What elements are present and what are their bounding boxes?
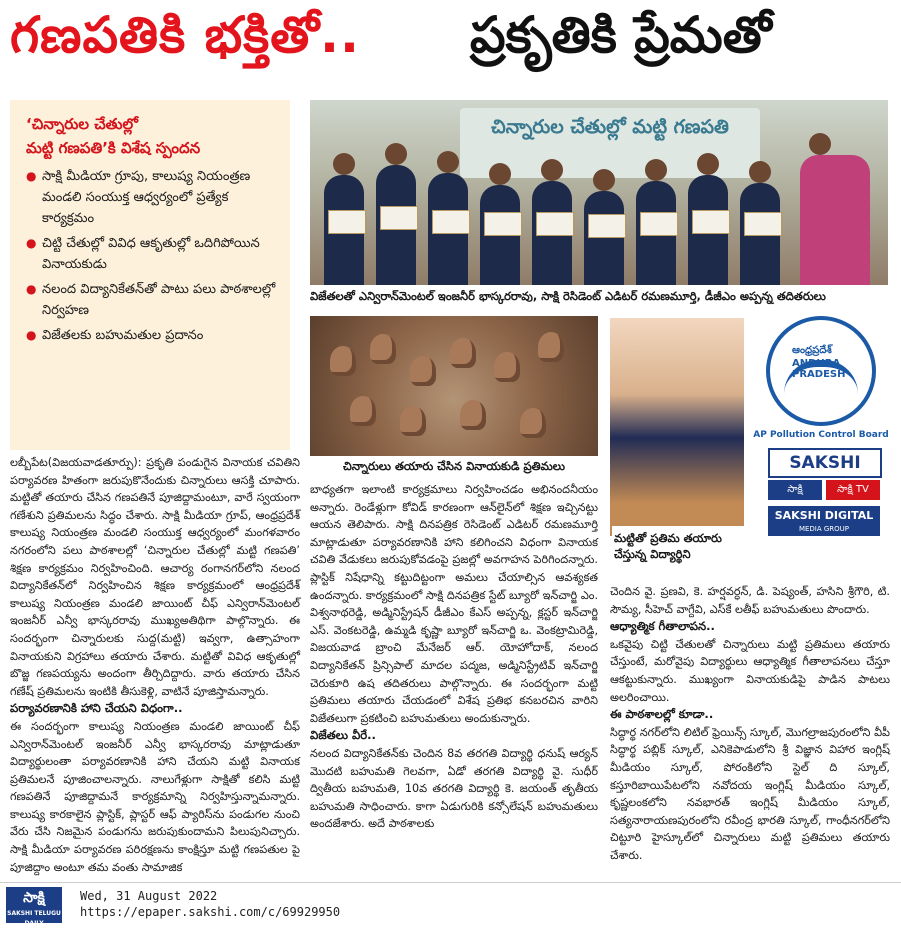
article-paragraph: నలంద విద్యానికేతన్‌కు చెందిన 8వ తరగతి విద్యార్థి ధనుష్ ఆర్యన్ మొదటి బహుమతి గెలవగా, ఏడో తరగతి విద్యార్థి వై. సుధీర్ ద్వితీయ బహుమతి, 10వ తరగతి విద్యార్థి కె. జయంత్ తృతీయ బహుమతి సాధించారు. కాగా ఏడుగురికి కన్సోలేషన్ బహుమతులు అందజేశారు. అదే పాఠశాలకు: [310, 746, 598, 831]
sakshi-digital-name: SAKSHI DIGITAL: [774, 509, 874, 522]
prize-box: [432, 210, 470, 234]
article-column-1: [10, 454, 300, 876]
sakshi-print-logo: సాక్షి: [768, 480, 822, 500]
idol-figure: [400, 406, 426, 436]
prize-box: [744, 212, 782, 236]
girl-making-idol-photo: [610, 318, 744, 536]
article-paragraph: సిద్ధార్థ నగర్‌లోని లిటిల్ ఫ్రెయిన్స్ స్కూల్, మొగల్రాజపురంలోని వీపీ సిద్ధార్థ పబ్లిక్ స్కూల్, ఎనికెపాడులోని శ్రీ విజ్ఞాన విహార ఇంగ్లిష్ మీడియం స్కూల్, పోరంకిలోని స్టెల్ ది స్కూల్, కస్తూరిబాయిపేటలోని నవోదయ ఇంగ్లిష్ మీడియం స్కూల్, కృష్ణలంకలోని నవభారత్ ఇంగ్లిష్ మీడియం స్కూల్, సత్యనారాయణపురంలోని రవీంద్ర భారతి స్కూల్, గాంధీనగర్‌లోని చిట్టూరి హైస్కూల్‌లో చిన్నారులు మట్టి ప్రతిమలు తయారు చేశారు.: [610, 725, 890, 862]
student-figure: [584, 191, 624, 285]
teacher-figure: [800, 155, 870, 285]
sponsor-logos: [752, 316, 890, 556]
article-paragraph: లబ్బీపేట(విజయవాడతూర్పు): ప్రకృతి పండుగైన వినాయక చవితిని పర్యావరణ హితంగా జరుపుకొనేందుకు చిన్నారులు ఆసక్తి చూపారు. మట్టితో తయారు చేసిన గణపతినే పూజిద్దామంటూ, వారే స్వయంగా గణేశుని ప్రతిమలను సిద్ధం చేశారు. సాక్షి మీడియా గ్రూప్, ఆంధ్రప్రదేశ్ కాలుష్య నియంత్రణ మండలి సంయుక్త ఆధ్వర్యంలో మంగళవారం నగరంలోని పలు పాఠశాలల్లో ‘చిన్నారుల చేతుల్లో మట్టి గణపతి’ శిక్షణ కార్యక్రమం నిర్వహించింది. ఆచార్య రంగానగర్‌లోని నలంద విద్యానికేతన్‌లో నిర్వహించిన శిక్షణ కార్యక్రమంలో ఆంధ్రప్రదేశ్ కాలుష్య నియంత్రణ మండలి జాయింట్ చీఫ్ ఎన్విరాన్‌మెంటల్ ఇంజనీర్ ఎన్వీ భాస్కరరావు ముఖ్యఅతిథిగా పాల్గొన్నారు. ఈ సందర్భంగా చిన్నారులకు సుద్ద(మట్టి) ఇవ్వగా, ఉత్సాహంగా వినాయకుని విగ్రహాలు తయారు చేశారు. మట్టితో వివిధ ఆకృతుల్లో బొజ్జ గణపయ్యను అందంగా తీర్చిదిద్దారు. వారు తయారు చేసిన గణేష్ ప్రతిమలను ఇంటికి తీసుకెళ్లి, వాటినే పూజిస్తామన్నారు.: [10, 456, 300, 698]
highlights-list: [26, 166, 280, 346]
article-paragraph: ఈ సందర్భంగా కాలుష్య నియంత్రణ మండలి జాయింట్ చీఫ్ ఎన్విరాన్‌మెంటల్ ఇంజనీర్ ఎన్వీ భాస్కరరావు మాట్లాడుతూ విద్యార్థులంతా పర్యావరణానికి హాని చేయని మట్టి వినాయక ప్రతిమలనే పూజించాలన్నారు. నాలుగేళ్లుగా సాక్షితో కలిసి మట్టి గణపతినే పూజిద్దామనే కార్యక్రమాన్ని నిర్వహిస్తున్నామన్నారు. కాలుష్య కారకాలైన ప్లాస్టిక్, ప్లాస్టర్ ఆఫ్ ప్యారిస్‌ను పండుగల నుంచి వేరు చేసి నిజమైన పండుగను జరుపుకుందామని పిలుపునిచ్చారు. సాక్షి మీడియా పర్యావరణ పరిరక్షణను కాంక్షిస్తూ మట్టి గణపతుల పై పూజిద్దాం అంటూ తమ వంతు సామాజిక: [10, 719, 300, 874]
winners-group-photo: [310, 100, 888, 285]
ap-logo-text: ఆంధ్రప్రదేశ్ ANDHRA PRADESH: [792, 345, 846, 380]
idols-photo: [310, 316, 598, 456]
footer-logo-sub: SAKSHI TELUGU DAILY: [7, 910, 61, 927]
highlights-title-line2: మట్టి గణపతి’కి విశేష స్పందన: [26, 139, 201, 157]
highlights-title-line1: ‘చిన్నారుల చేతుల్లో: [26, 115, 138, 133]
prize-box: [640, 212, 678, 236]
highlight-item: ● చిట్టి చేతుల్లో వివిధ ఆకృతుల్లో ఒదిగిపోయిన వినాయకుడు: [26, 233, 280, 275]
headline-right: ప్రకృతికి ప్రేమతో: [470, 6, 772, 64]
idols-photo-caption: చిన్నారులు తయారు చేసిన వినాయకుడి ప్రతిమలు: [343, 459, 565, 473]
girl-photo-caption: మట్టితో ప్రతిమ తయారు చేస్తున్న విద్యార్థిని: [612, 526, 746, 566]
article-page: [0, 88, 901, 880]
headline: [0, 0, 901, 88]
article-paragraph: చెందిన వై. ప్రణవి, కె. హర్షవర్ధన్, డి. పెష్యంత్, హసిని శ్రీగౌరి, టి. సౌమ్య, సీహెచ్ వాగ్దేవి, ఎస్‌కే లతీఫ్ బహుమతులు పొందారు.: [610, 585, 890, 616]
article-column-2: [310, 481, 598, 833]
prize-box: [588, 214, 626, 238]
idol-figure: [538, 332, 564, 362]
ap-board-name: AP Pollution Control Board: [753, 430, 889, 440]
article-column-3: [610, 583, 890, 865]
ap-pollution-board-logo: [766, 316, 876, 426]
idol-figure: [410, 356, 436, 386]
sakshi-tv-logo: సాక్షి TV: [826, 480, 880, 500]
sakshi-footer-logo: [6, 887, 62, 927]
sakshi-digital-logo: [768, 506, 880, 536]
headline-left: గణపతికి భక్తితో..: [10, 6, 360, 64]
article-paragraph: బాధ్యతగా ఇలాంటి కార్యక్రమాలు నిర్వహించడం అభినందనీయం అన్నారు. రెండేళ్లుగా కోవిడ్ కారణంగా ఆన్‌లైన్‌లో శిక్షణ ఇచ్చినట్టు ఆయన తెలిపారు. సాక్షి దినపత్రిక రెసిడెంట్ ఎడిటర్ రమణమూర్తి మాట్లాడుతూ పర్యావరణానికి హాని కలిగించని విధంగా వినాయక చవితి వేడుకలు జరుపుకోవడంపై ప్రజల్లో అవగాహన పెరిగిందన్నారు. ప్లాస్టిక్ నిషేధాన్ని కట్టుదిట్టంగా అమలు చేయాల్సిన ఆవశ్యకత ఉందన్నారు. కార్యక్రమంలో సాక్షి దినపత్రిక స్టేట్ బ్యూరో ఇన్‌చార్జి ఎం. విశ్వనాథరెడ్డి, అడ్మినిస్ట్రేషన్ డీజీఎం కేఎస్ అప్పన్న, క్లస్టర్ ఇన్‌చార్జి ఎస్. వెంకటరెడ్డి, ఉమ్మడి కృష్ణా బ్యూరో ఇన్‌చార్జి ఒ. వెంకట్రామిరెడ్డి, విజయవాడ బ్రాంచి మేనేజర్ ఆర్. యోహోదాక్, నలంద విద్యానికేతన్ ప్రిన్సిపాల్ మాదల పద్మజ, అడ్మినిస్ట్రేటివ్ ఇన్‌చార్జి చెరుకూరి ఉష తదితరులు పాల్గొన్నారు. ఈ సందర్భంగా మట్టి ప్రతిమలు తయారు చేయడంలో విశేష ప్రతిభ కనబరచిన వారిని విజేతలుగా ప్రకటించి బహుమతులు అందుకున్నారు.: [310, 483, 598, 725]
idol-figure: [330, 346, 356, 376]
highlight-item: ● నలంద విద్యానికేతన్‌తో పాటు పలు పాఠశాలల్లో నిర్వహణ: [26, 279, 280, 321]
prize-box: [484, 212, 522, 236]
article-subheading: పర్యావరణానికి హాని చేయని విధంగా..: [10, 701, 183, 716]
article-subheading: ఈ పాఠశాలల్లో కూడా..: [610, 707, 714, 722]
idol-figure: [494, 352, 520, 382]
highlight-item: ● విజేతలకు బహుమతుల ప్రదానం: [26, 325, 280, 346]
epaper-link[interactable]: https://epaper.sakshi.com/c/69929950: [80, 905, 341, 919]
prize-box: [692, 210, 730, 234]
highlights-box: [10, 100, 290, 450]
highlight-item: ● సాక్షి మీడియా గ్రూపు, కాలుష్య నియంత్రణ మండలి సంయుక్త ఆధ్వర్యంలో ప్రత్యేక కార్యక్రమం: [26, 166, 280, 229]
idol-figure: [520, 408, 546, 438]
sakshi-media-logos: [768, 480, 880, 500]
idol-figure: [450, 338, 476, 368]
publication-date: Wed, 31 August 2022: [80, 889, 218, 903]
prize-box: [536, 212, 574, 236]
idol-figure: [350, 396, 376, 426]
media-group-label: MEDIA GROUP: [798, 525, 850, 533]
event-banner: చిన్నారుల చేతుల్లో మట్టి గణపతి: [460, 108, 760, 178]
winners-photo-caption: విజేతలతో ఎన్విరాన్‌మెంటల్ ఇంజనీర్ భాస్కరరావు, సాక్షి రెసిడెంట్ ఎడిటర్ రమణమూర్తి, డీజీఎం అప్పన్న తదితరులు: [310, 289, 826, 303]
article-subheading: ఆధ్యాత్మిక గీతాలాపన..: [610, 619, 715, 634]
prize-box: [380, 206, 418, 230]
footer-logo-text: సాక్షి: [23, 890, 45, 906]
prize-box: [328, 210, 366, 234]
idol-figure: [370, 334, 396, 364]
idol-figure: [460, 400, 486, 430]
article-subheading: విజేతలు వీరే..: [310, 728, 376, 743]
sakshi-logo: SAKSHI: [768, 448, 882, 478]
article-paragraph: ఒకవైపు చిట్టి చేతులతో చిన్నారులు మట్టి ప్రతిమలు తయారు చేస్తుంటే, మరోవైపు విద్యార్థులు ఆధ్యాత్మిక గీతాలాపనలు చేస్తూ ఆకట్టుకున్నారు. ముఖ్యంగా వినాయకుడిపై పాడిన పాటలు అలరించాయి.: [610, 637, 890, 704]
epaper-footer: [0, 882, 901, 927]
